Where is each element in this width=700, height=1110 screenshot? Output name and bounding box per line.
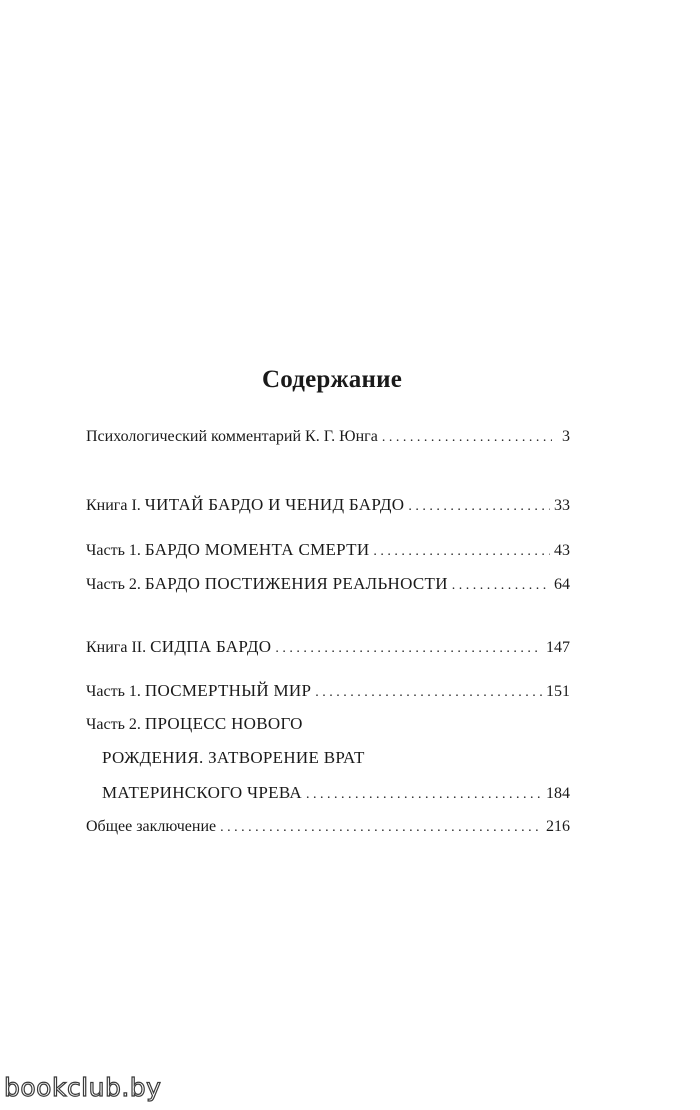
toc-entry-page: 43 [554, 542, 570, 559]
dot-leader [408, 496, 550, 518]
toc-entry-label: Книга I. ЧИТАЙ БАРДО И ЧЕНИД БАРДО [86, 495, 405, 514]
dot-leader [382, 427, 552, 449]
toc-entry-page: 151 [546, 683, 570, 700]
site-watermark: bookclub.by [4, 1073, 162, 1102]
toc-entry-label: Книга II. СИДПА БАРДО [86, 637, 272, 656]
toc-entry-part-2-1 [86, 680, 570, 704]
toc-entry-page: 64 [554, 576, 570, 593]
toc-entry-conclusion [86, 816, 570, 839]
toc-entry-page: 147 [546, 639, 570, 656]
toc-entry-part-2-2-line-3 [102, 782, 570, 806]
toc-entry-jung-commentary [86, 426, 570, 449]
toc-entry-part-2-2-line-1: Часть 2. ПРОЦЕСС НОВОГО [86, 714, 303, 733]
toc-entry-label: Общее заключение [86, 818, 217, 835]
toc-entry-page: 3 [562, 428, 570, 445]
dot-leader [315, 682, 542, 704]
toc-entry-book-2 [86, 636, 570, 660]
dot-leader [373, 541, 550, 563]
dot-leader [275, 638, 542, 660]
toc-entry-page: 33 [554, 497, 570, 514]
toc-entry-label: Часть 2. БАРДО ПОСТИЖЕНИЯ РЕАЛЬНОСТИ [86, 574, 448, 593]
toc-entry-part-1-2 [86, 573, 570, 597]
dot-leader [220, 817, 542, 839]
toc-entry-page: 216 [546, 818, 570, 835]
toc-entry-label: Психологический комментарий К. Г. Юнга [86, 428, 378, 445]
page-title: Содержание [261, 366, 402, 393]
dot-leader [306, 784, 542, 806]
toc-entry-label: Часть 1. БАРДО МОМЕНТА СМЕРТИ [86, 540, 370, 559]
toc-entry-label: Часть 1. ПОСМЕРТНЫЙ МИР [86, 681, 312, 700]
toc-entry-part-2-2-line-2: РОЖДЕНИЯ. ЗАТВОРЕНИЕ ВРАТ [102, 748, 365, 767]
toc-entry-part-1-1 [86, 539, 570, 563]
dot-leader [452, 575, 550, 597]
toc-entry-label: МАТЕРИНСКОГО ЧРЕВА [102, 783, 302, 802]
toc-entry-book-1 [86, 494, 570, 518]
toc-entry-page: 184 [546, 785, 570, 802]
